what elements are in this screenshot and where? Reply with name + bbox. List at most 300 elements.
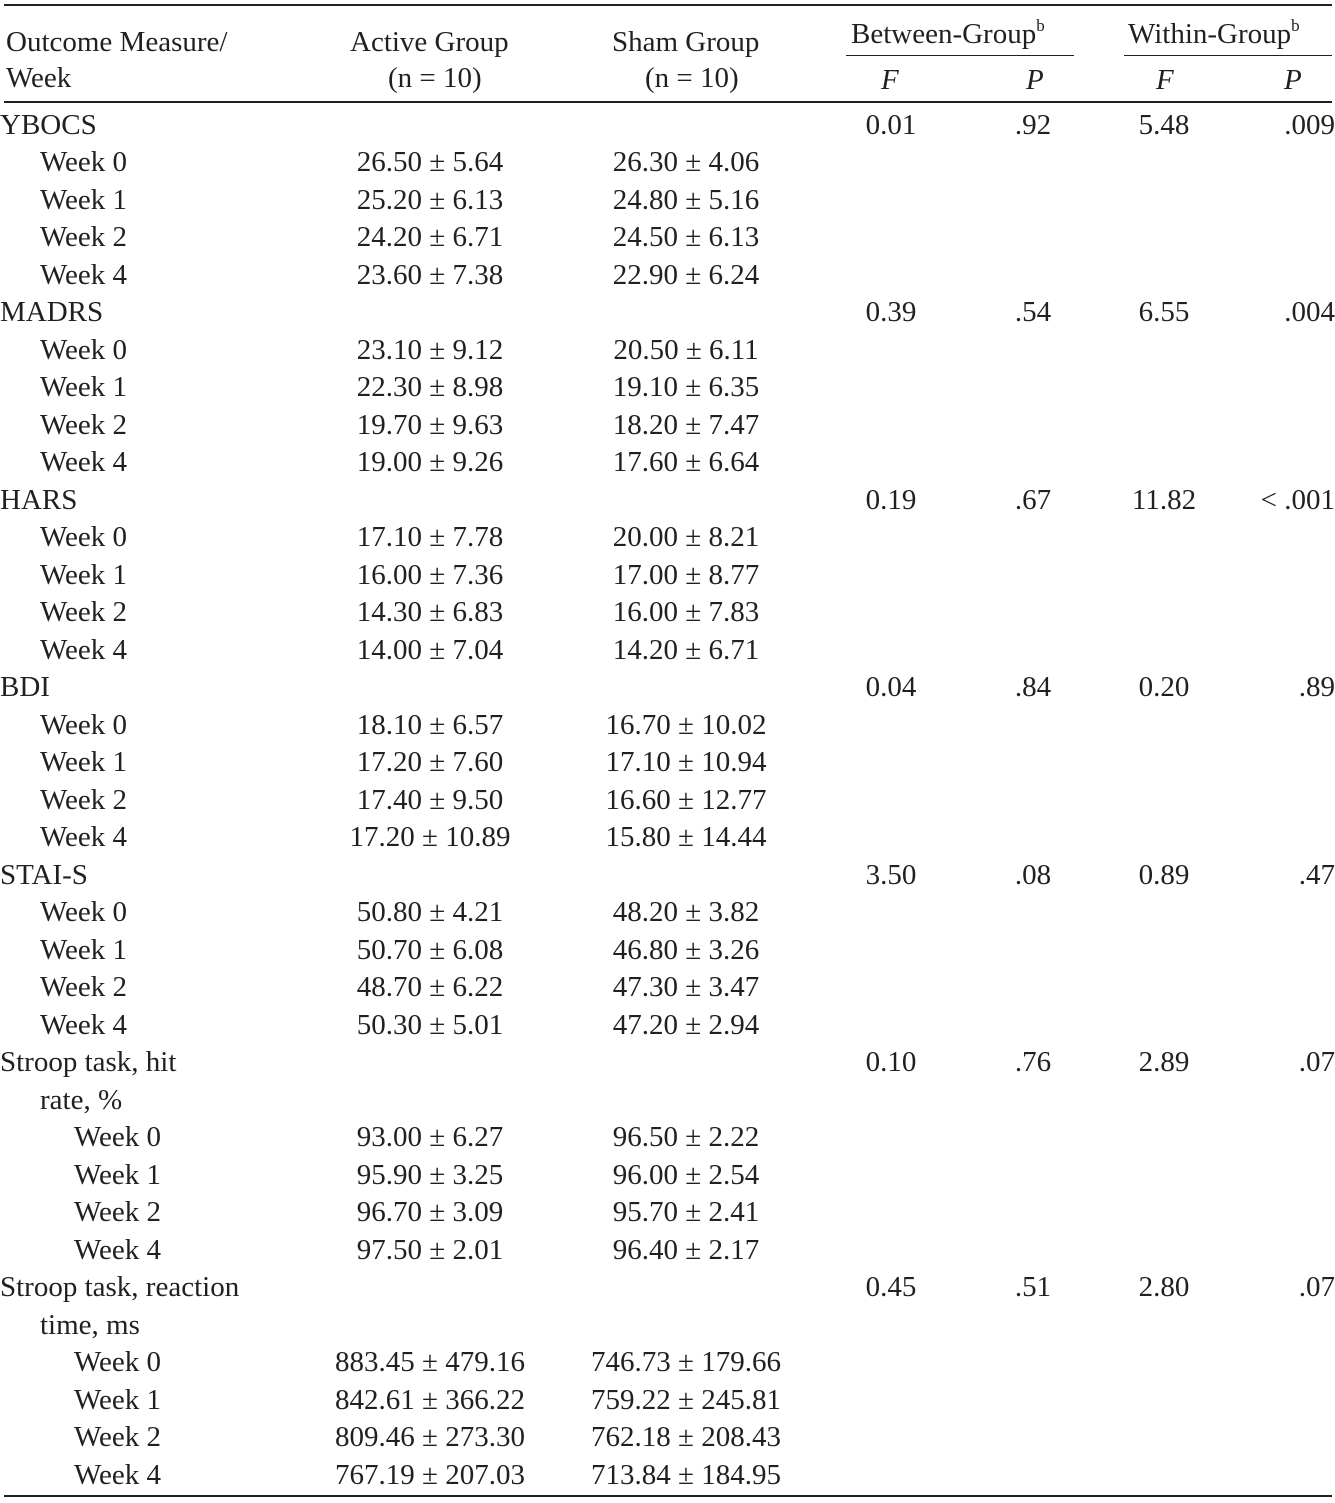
week-label: Week 1 xyxy=(40,558,128,591)
active-value: 50.30 ± 5.01 xyxy=(356,1008,504,1041)
empty-cell xyxy=(832,1456,950,1494)
sham-value: 16.70 ± 10.02 xyxy=(605,708,767,741)
table-row xyxy=(0,519,1335,557)
between-f-value: 0.10 xyxy=(865,1046,917,1079)
sham-value: 47.30 ± 3.47 xyxy=(612,971,760,1004)
empty-cell xyxy=(950,331,1116,369)
empty-cell xyxy=(832,219,950,257)
sham-value: 16.00 ± 7.83 xyxy=(612,596,760,629)
empty-cell xyxy=(1116,1156,1212,1194)
header-between-label: Between-Group xyxy=(851,18,1037,50)
active-cell xyxy=(320,481,540,519)
measure-name: HARS xyxy=(0,483,78,516)
week-label: Week 0 xyxy=(40,521,128,554)
empty-cell xyxy=(1116,969,1212,1007)
table-row xyxy=(0,931,1335,969)
header-between-f: F xyxy=(881,64,899,96)
active-cell xyxy=(320,1044,540,1082)
active-value: 50.80 ± 4.21 xyxy=(356,896,504,929)
sham-value: 20.50 ± 6.11 xyxy=(613,333,759,366)
empty-cell xyxy=(950,1381,1116,1419)
measure-name-continuation: time, ms xyxy=(40,1308,140,1341)
within-p-value: .07 xyxy=(1298,1271,1335,1304)
sham-value: 17.60 ± 6.64 xyxy=(612,446,760,479)
sham-cell xyxy=(540,856,832,894)
empty-cell xyxy=(950,256,1116,294)
empty-cell xyxy=(950,406,1116,444)
empty-cell xyxy=(832,1344,950,1382)
empty-cell xyxy=(950,894,1116,932)
within-p-value: .07 xyxy=(1298,1046,1335,1079)
measure-row xyxy=(0,294,1335,332)
empty-cell xyxy=(832,969,950,1007)
week-label: Week 4 xyxy=(40,1008,128,1041)
week-label: Week 4 xyxy=(40,821,128,854)
table-row xyxy=(0,1344,1335,1382)
sham-value: 96.00 ± 2.54 xyxy=(612,1158,760,1191)
measure-name: MADRS xyxy=(0,296,104,329)
empty-cell xyxy=(1212,444,1335,482)
empty-cell xyxy=(832,819,950,857)
table-row xyxy=(0,894,1335,932)
sham-cell xyxy=(540,106,832,144)
empty-cell xyxy=(1212,594,1335,632)
empty-cell xyxy=(1116,1231,1212,1269)
empty-cell xyxy=(950,1006,1116,1044)
empty-cell xyxy=(950,144,1116,182)
empty-cell xyxy=(1116,444,1212,482)
empty-cell xyxy=(950,1119,1116,1157)
week-label: Week 4 xyxy=(40,258,128,291)
week-label: Week 0 xyxy=(74,1346,162,1379)
empty-cell xyxy=(950,556,1116,594)
empty-cell xyxy=(950,181,1116,219)
table-row xyxy=(0,1006,1335,1044)
week-label: Week 1 xyxy=(74,1158,162,1191)
table-row xyxy=(0,256,1335,294)
sham-value: 26.30 ± 4.06 xyxy=(612,146,760,179)
header-active-line2: (n = 10) xyxy=(388,62,482,94)
active-cell xyxy=(320,669,540,707)
within-f-value: 11.82 xyxy=(1131,483,1197,516)
empty-cell xyxy=(950,1344,1116,1382)
empty-cell xyxy=(1116,256,1212,294)
table-row xyxy=(0,781,1335,819)
empty-cell xyxy=(1116,594,1212,632)
sham-cell xyxy=(540,481,832,519)
table-row xyxy=(0,1381,1335,1419)
empty-cell xyxy=(1212,369,1335,407)
active-value: 23.60 ± 7.38 xyxy=(356,258,504,291)
empty-cell xyxy=(832,519,950,557)
sham-value: 15.80 ± 14.44 xyxy=(605,821,767,854)
header-outcome-line2: Week xyxy=(6,62,72,94)
header-between-footnote: b xyxy=(1036,16,1045,35)
active-value: 19.00 ± 9.26 xyxy=(356,446,504,479)
sham-value: 24.50 ± 6.13 xyxy=(612,221,760,254)
empty-cell xyxy=(1116,1381,1212,1419)
between-p-value: .67 xyxy=(1014,483,1052,516)
active-value: 17.40 ± 9.50 xyxy=(356,783,504,816)
empty-cell xyxy=(1116,406,1212,444)
empty-cell xyxy=(1116,706,1212,744)
sham-value: 48.20 ± 3.82 xyxy=(612,896,760,929)
between-f-value: 0.19 xyxy=(865,483,917,516)
sham-value: 46.80 ± 3.26 xyxy=(612,933,760,966)
week-label: Week 1 xyxy=(40,933,128,966)
table-row xyxy=(0,219,1335,257)
empty-cell xyxy=(1212,744,1335,782)
empty-cell xyxy=(1212,706,1335,744)
table-row xyxy=(0,1456,1335,1494)
table-row xyxy=(0,1231,1335,1269)
active-value: 809.46 ± 273.30 xyxy=(335,1421,525,1454)
empty-cell xyxy=(950,706,1116,744)
within-p-value: .009 xyxy=(1284,108,1335,141)
week-label: Week 4 xyxy=(74,1233,162,1266)
between-f-value: 3.50 xyxy=(865,858,917,891)
table-body xyxy=(0,106,1335,1494)
week-label: Week 2 xyxy=(74,1196,162,1229)
empty-cell xyxy=(832,144,950,182)
sham-value: 746.73 ± 179.66 xyxy=(591,1346,781,1379)
measure-name-continuation: rate, % xyxy=(40,1083,123,1116)
table-row xyxy=(0,444,1335,482)
header-within-group xyxy=(1128,16,1300,52)
measure-row-continuation xyxy=(0,1306,1335,1344)
active-value: 17.20 ± 10.89 xyxy=(349,821,511,854)
active-value: 767.19 ± 207.03 xyxy=(335,1458,525,1491)
within-p-value: < .001 xyxy=(1260,483,1335,516)
active-value: 95.90 ± 3.25 xyxy=(356,1158,504,1191)
measure-name: Stroop task, hit xyxy=(0,1046,177,1079)
empty-cell xyxy=(1212,1231,1335,1269)
active-value: 17.10 ± 7.78 xyxy=(356,521,504,554)
week-label: Week 0 xyxy=(40,333,128,366)
active-value: 22.30 ± 8.98 xyxy=(356,371,504,404)
header-active-line1: Active Group xyxy=(350,26,509,58)
empty-cell xyxy=(832,931,950,969)
sham-value: 95.70 ± 2.41 xyxy=(612,1196,760,1229)
empty-cell xyxy=(950,631,1116,669)
empty-cell xyxy=(1212,819,1335,857)
sham-cell xyxy=(540,1269,832,1307)
measure-row xyxy=(0,856,1335,894)
sham-value: 96.40 ± 2.17 xyxy=(612,1233,760,1266)
active-cell xyxy=(320,1269,540,1307)
empty-cell xyxy=(1116,1006,1212,1044)
table-row xyxy=(0,181,1335,219)
empty-cell xyxy=(1116,1456,1212,1494)
table-row xyxy=(0,819,1335,857)
table-row xyxy=(0,1156,1335,1194)
within-f-value: 5.48 xyxy=(1138,108,1190,141)
between-p-value: .84 xyxy=(1014,671,1052,704)
empty-cell xyxy=(1116,894,1212,932)
between-p-value: .54 xyxy=(1014,296,1052,329)
sham-value: 762.18 ± 208.43 xyxy=(591,1421,781,1454)
empty-cell xyxy=(1116,1119,1212,1157)
week-label: Week 2 xyxy=(40,408,128,441)
empty-cell xyxy=(1116,519,1212,557)
active-cell xyxy=(320,106,540,144)
empty-cell xyxy=(832,1194,950,1232)
measure-name: Stroop task, reaction xyxy=(0,1271,240,1304)
empty-cell xyxy=(1212,931,1335,969)
header-bottom-rule xyxy=(4,101,1332,103)
active-value: 19.70 ± 9.63 xyxy=(356,408,504,441)
empty-cell xyxy=(1212,1156,1335,1194)
empty-cell xyxy=(832,406,950,444)
sham-value: 24.80 ± 5.16 xyxy=(612,183,760,216)
empty-cell xyxy=(950,1231,1116,1269)
measure-name: BDI xyxy=(0,671,50,704)
active-value: 18.10 ± 6.57 xyxy=(356,708,504,741)
active-value: 24.20 ± 6.71 xyxy=(356,221,504,254)
within-f-value: 2.80 xyxy=(1138,1271,1190,1304)
empty-cell xyxy=(1116,1419,1212,1457)
week-label: Week 2 xyxy=(40,971,128,1004)
empty-cell xyxy=(832,444,950,482)
measure-row xyxy=(0,669,1335,707)
table-row xyxy=(0,1194,1335,1232)
active-value: 48.70 ± 6.22 xyxy=(356,971,504,1004)
active-value: 26.50 ± 5.64 xyxy=(356,146,504,179)
table-row xyxy=(0,969,1335,1007)
week-label: Week 2 xyxy=(40,783,128,816)
header-between-p: P xyxy=(1026,64,1044,96)
table-row xyxy=(0,1419,1335,1457)
empty-cell xyxy=(832,1419,950,1457)
between-p-value: .92 xyxy=(1014,108,1052,141)
sham-value: 16.60 ± 12.77 xyxy=(605,783,767,816)
week-label: Week 1 xyxy=(40,746,128,779)
week-label: Week 0 xyxy=(40,896,128,929)
empty-cell xyxy=(1212,781,1335,819)
active-value: 93.00 ± 6.27 xyxy=(356,1121,504,1154)
active-value: 25.20 ± 6.13 xyxy=(356,183,504,216)
measure-row xyxy=(0,106,1335,144)
within-f-value: 0.20 xyxy=(1138,671,1190,704)
week-label: Week 2 xyxy=(40,221,128,254)
empty-cell xyxy=(832,631,950,669)
table-row xyxy=(0,369,1335,407)
table-row xyxy=(0,744,1335,782)
empty-cell xyxy=(832,1381,950,1419)
active-value: 23.10 ± 9.12 xyxy=(356,333,504,366)
empty-cell xyxy=(1116,781,1212,819)
within-p-value: .004 xyxy=(1284,296,1335,329)
empty-cell xyxy=(1116,819,1212,857)
measure-row xyxy=(0,1044,1335,1082)
empty-cell xyxy=(1212,256,1335,294)
sham-value: 713.84 ± 184.95 xyxy=(591,1458,781,1491)
header-within-p: P xyxy=(1284,64,1302,96)
empty-cell xyxy=(1116,1344,1212,1382)
empty-cell xyxy=(1116,1194,1212,1232)
active-value: 842.61 ± 366.22 xyxy=(335,1383,525,1416)
week-label: Week 1 xyxy=(40,183,128,216)
empty-cell xyxy=(950,1419,1116,1457)
table-row xyxy=(0,556,1335,594)
measure-row-continuation xyxy=(0,1081,1335,1119)
sham-value: 47.20 ± 2.94 xyxy=(612,1008,760,1041)
empty-cell xyxy=(1212,631,1335,669)
empty-cell xyxy=(950,1156,1116,1194)
empty-cell xyxy=(832,556,950,594)
empty-cell xyxy=(1212,1344,1335,1382)
empty-cell xyxy=(950,969,1116,1007)
sham-value: 17.10 ± 10.94 xyxy=(605,746,767,779)
active-value: 50.70 ± 6.08 xyxy=(356,933,504,966)
empty-cell xyxy=(1116,181,1212,219)
empty-cell xyxy=(832,781,950,819)
week-label: Week 0 xyxy=(40,146,128,179)
empty-cell xyxy=(1212,1194,1335,1232)
empty-cell xyxy=(1212,219,1335,257)
empty-cell xyxy=(950,1456,1116,1494)
empty-cell xyxy=(950,931,1116,969)
active-cell xyxy=(320,294,540,332)
empty-cell xyxy=(950,444,1116,482)
empty-cell xyxy=(1116,744,1212,782)
between-p-value: .51 xyxy=(1014,1271,1052,1304)
empty-cell xyxy=(1212,1006,1335,1044)
header-within-f: F xyxy=(1156,64,1174,96)
between-p-value: .08 xyxy=(1014,858,1052,891)
measure-name: YBOCS xyxy=(0,108,97,141)
empty-cell xyxy=(950,219,1116,257)
empty-cell xyxy=(832,181,950,219)
header-within-label: Within-Group xyxy=(1128,18,1292,50)
active-value: 14.00 ± 7.04 xyxy=(356,633,504,666)
empty-cell xyxy=(832,594,950,632)
empty-cell xyxy=(1212,144,1335,182)
empty-cell xyxy=(832,894,950,932)
sham-value: 14.20 ± 6.71 xyxy=(612,633,760,666)
empty-cell xyxy=(832,369,950,407)
empty-cell xyxy=(832,1156,950,1194)
table-bottom-rule xyxy=(4,1495,1332,1497)
empty-cell xyxy=(1116,331,1212,369)
sham-cell xyxy=(540,1044,832,1082)
table-row xyxy=(0,631,1335,669)
active-cell xyxy=(320,856,540,894)
empty-cell xyxy=(950,781,1116,819)
between-f-value: 0.45 xyxy=(865,1271,917,1304)
measure-row xyxy=(0,1269,1335,1307)
active-value: 97.50 ± 2.01 xyxy=(356,1233,504,1266)
sham-value: 96.50 ± 2.22 xyxy=(612,1121,760,1154)
empty-cell xyxy=(1212,1119,1335,1157)
empty-cell xyxy=(950,1194,1116,1232)
sham-value: 759.22 ± 245.81 xyxy=(591,1383,781,1416)
between-group-rule xyxy=(846,55,1074,56)
sham-value: 22.90 ± 6.24 xyxy=(612,258,760,291)
between-f-value: 0.01 xyxy=(865,108,917,141)
within-p-value: .47 xyxy=(1298,858,1335,891)
table-row xyxy=(0,1119,1335,1157)
empty-cell xyxy=(950,594,1116,632)
empty-cell xyxy=(1116,144,1212,182)
empty-cell xyxy=(950,369,1116,407)
empty-cell xyxy=(1212,1381,1335,1419)
week-label: Week 2 xyxy=(74,1421,162,1454)
sham-value: 19.10 ± 6.35 xyxy=(612,371,760,404)
week-label: Week 4 xyxy=(74,1458,162,1491)
active-value: 883.45 ± 479.16 xyxy=(335,1346,525,1379)
table-top-rule xyxy=(4,4,1332,6)
week-label: Week 1 xyxy=(74,1383,162,1416)
active-value: 17.20 ± 7.60 xyxy=(356,746,504,779)
empty-cell xyxy=(950,519,1116,557)
sham-cell xyxy=(540,294,832,332)
table-row xyxy=(0,406,1335,444)
active-value: 96.70 ± 3.09 xyxy=(356,1196,504,1229)
week-label: Week 0 xyxy=(74,1121,162,1154)
empty-cell xyxy=(1212,519,1335,557)
within-f-value: 0.89 xyxy=(1138,858,1190,891)
empty-cell xyxy=(1116,931,1212,969)
active-value: 14.30 ± 6.83 xyxy=(356,596,504,629)
header-between-group xyxy=(851,16,1045,52)
sham-value: 17.00 ± 8.77 xyxy=(612,558,760,591)
table-row xyxy=(0,594,1335,632)
empty-cell xyxy=(1212,894,1335,932)
header-sham-line2: (n = 10) xyxy=(645,62,739,94)
empty-cell xyxy=(832,256,950,294)
empty-cell xyxy=(1212,1419,1335,1457)
measure-row xyxy=(0,481,1335,519)
empty-cell xyxy=(832,331,950,369)
empty-cell xyxy=(832,744,950,782)
sham-value: 20.00 ± 8.21 xyxy=(612,521,760,554)
empty-cell xyxy=(950,744,1116,782)
empty-cell xyxy=(1212,406,1335,444)
empty-cell xyxy=(1212,181,1335,219)
empty-cell xyxy=(1212,969,1335,1007)
header-outcome-line1: Outcome Measure/ xyxy=(6,26,228,58)
within-f-value: 2.89 xyxy=(1138,1046,1190,1079)
empty-cell xyxy=(950,819,1116,857)
active-value: 16.00 ± 7.36 xyxy=(356,558,504,591)
header-sham-line1: Sham Group xyxy=(612,26,760,58)
between-f-value: 0.39 xyxy=(865,296,917,329)
sham-cell xyxy=(540,669,832,707)
header-within-footnote: b xyxy=(1291,16,1300,35)
between-p-value: .76 xyxy=(1014,1046,1052,1079)
empty-cell xyxy=(1212,556,1335,594)
sham-value: 18.20 ± 7.47 xyxy=(612,408,760,441)
within-group-rule xyxy=(1124,55,1332,56)
empty-cell xyxy=(1212,1456,1335,1494)
between-f-value: 0.04 xyxy=(865,671,917,704)
table-row xyxy=(0,706,1335,744)
week-label: Week 2 xyxy=(40,596,128,629)
week-label: Week 1 xyxy=(40,371,128,404)
week-label: Week 4 xyxy=(40,633,128,666)
table-row xyxy=(0,144,1335,182)
empty-cell xyxy=(1212,331,1335,369)
empty-cell xyxy=(1116,369,1212,407)
measure-name: STAI-S xyxy=(0,858,88,891)
empty-cell xyxy=(832,1231,950,1269)
table-row xyxy=(0,331,1335,369)
empty-cell xyxy=(832,706,950,744)
week-label: Week 4 xyxy=(40,446,128,479)
within-f-value: 6.55 xyxy=(1138,296,1190,329)
within-p-value: .89 xyxy=(1298,671,1335,704)
